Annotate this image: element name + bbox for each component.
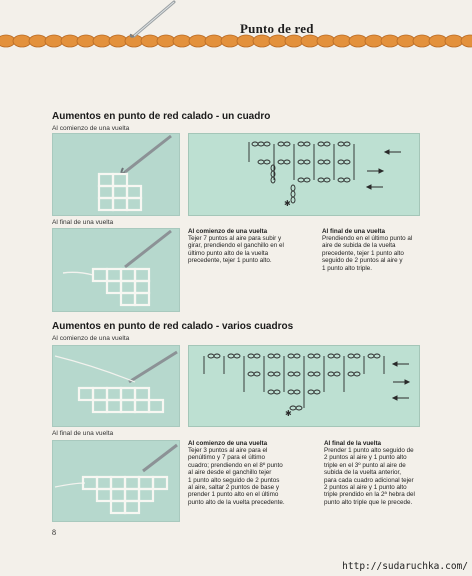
text-end-body-s1: Prendiendo en el último punto al aire de subida de la vuelta precedente, tejer 1 punto alto seguido de 2 puntos al aire y 1 punto alto triple. xyxy=(322,235,413,272)
section-title-several-squares: Aumentos en punto de red calado - varios cuadros xyxy=(52,321,294,332)
caption-start-row: Al comienzo de una vuelta xyxy=(52,125,130,132)
caption-start-row: Al comienzo de una vuelta xyxy=(52,335,130,342)
page-number: 8 xyxy=(52,528,56,537)
page-title: Punto de red xyxy=(240,21,314,36)
text-start-heading-s2: Al comienzo de una vuelta xyxy=(188,440,268,447)
photo-end-of-row-one-square xyxy=(52,228,180,312)
text-end-heading-s1: Al final de una vuelta xyxy=(322,228,385,235)
diagram-one-square-increase xyxy=(188,133,420,216)
caption-end-row: Al final de una vuelta xyxy=(52,430,114,437)
text-start-body-s1: Tejer 7 puntos al aire para subir y girar, prendiendo el ganchillo en el último punto alto de la vuelta precedente, tejer 1 punto alto. xyxy=(188,235,284,265)
svg-text:✱: ✱ xyxy=(284,199,291,208)
text-start-heading-s1: Al comienzo de una vuelta xyxy=(188,228,268,235)
crochet-hook-icon xyxy=(118,0,178,40)
text-end-body-s2: Prender 1 punto alto seguido de 2 puntos al aire y 1 punto alto triple en el 3º punto al aire de subida de la vuelta anterior, para cada cuadro adicional tejer 2 puntos al aire y 1 punto alto triple prendido en la 2ª hebra del punto alto triple que le precede. xyxy=(324,447,415,506)
section-title-one-square: Aumentos en punto de red calado - un cuadro xyxy=(52,111,271,122)
watermark-url[interactable]: http://sudaruchka.com/ xyxy=(342,561,468,572)
diagram-several-squares-increase xyxy=(188,345,420,427)
crochet-chain-header-band xyxy=(0,28,472,54)
text-end-heading-s2: Al final de la vuelta xyxy=(324,440,382,447)
text-start-body-s2: Tejer 3 puntos al aire para el penúltimo y 7 para el último cuadro; prendiendo en el 8º punto al aire desde el ganchillo tejer 1 punto alto seguido de 2 puntos al aire, saltar 2 puntos de base y prender 1 punto alto en el último punto alto de la vuelta precedente. xyxy=(188,447,285,506)
photo-end-of-row-several-squares xyxy=(52,440,180,522)
svg-text:✱: ✱ xyxy=(285,409,292,418)
caption-end-row: Al final de una vuelta xyxy=(52,219,114,226)
photo-start-of-row-one-square xyxy=(52,133,180,216)
photo-start-of-row-several-squares xyxy=(52,345,180,427)
